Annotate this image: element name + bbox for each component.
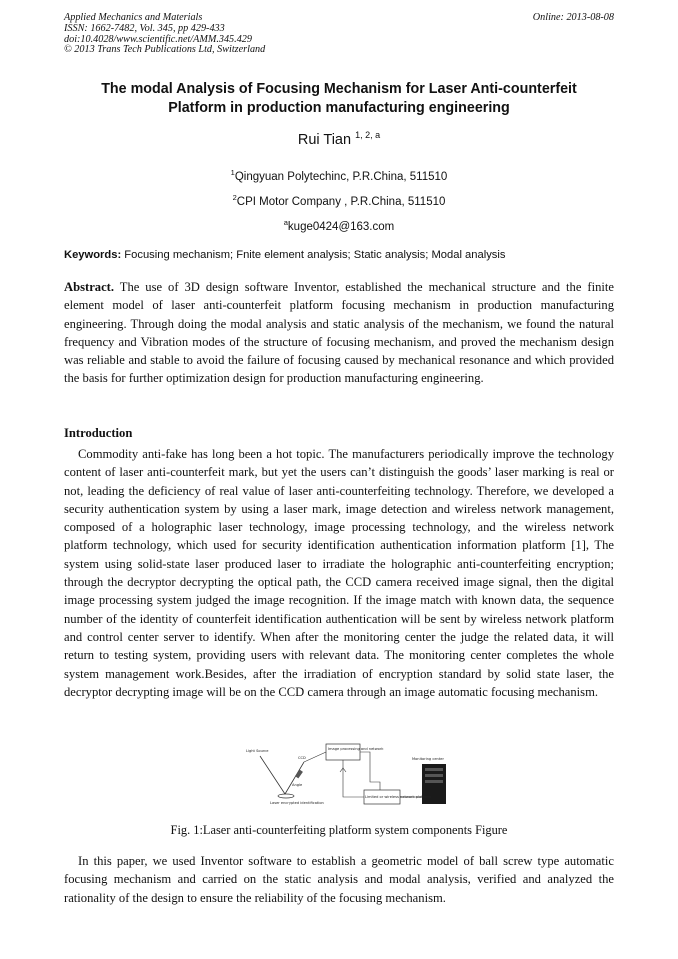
doi-line[interactable]: doi:10.4028/www.scientific.net/AMM.345.429	[64, 33, 252, 45]
author-name: Rui Tian	[297, 131, 356, 148]
reflected-beam-line	[285, 762, 304, 794]
title-line-2: Platform in production manufacturing engineering	[168, 100, 510, 116]
antenna-to-wireless-line	[343, 772, 364, 797]
introduction-paragraph-2	[64, 852, 614, 907]
ccd-lens-icon	[295, 770, 303, 779]
journal-header	[64, 13, 265, 56]
label-ccd: CCD	[298, 756, 306, 760]
affiliation-mark: 1	[230, 168, 235, 177]
email-link[interactable]: kuge0424@163.com	[287, 220, 395, 233]
server-slot	[425, 780, 443, 783]
abstract	[64, 278, 614, 388]
affiliation-text: CPI Motor Company , P.R.China, 511510	[236, 195, 446, 208]
title-line-1: The modal Analysis of Focusing Mechanism for Laser Anti-counterfeit	[101, 81, 577, 97]
label-laser-identification: Laser encrypted identification	[270, 801, 324, 805]
affiliation-mark: a	[283, 218, 288, 227]
author-affil-marks: 1, 2, a	[355, 130, 381, 140]
server-slot	[425, 768, 443, 771]
paragraph-text: Commodity anti-fake has long been a hot topic. The manufacturers periodically improve the technology content of laser anti-counterfeit mark, but yet the users can’t distinguish the goods’ laser marking is real or not, leading the deficiency of real value of laser anti-counterfeiting technology. Therefore, we developed a security authentication system by using a laser mark, image detection and wireless network management, composed of a holographic laser technology, image processing technology, and the wireless network platform technology, which used for security identification authentication information platform [1], The system using solid-state laser produced laser to irradiate the holographic anti-counterfeiting encryption; through the decryptor decrypting the optical path, the CCD camera received image signal, then the digital image processing system judged the image recognition. If the image match with known data, the sequence number of the identity of counterfeit identification authentication will be sent by wireless network platform and control center server to identify. When after the monitoring center the judge the related data, it will return to testing system, providing users with relevant data. The monitoring center completes the whole system management work.Besides, after the irradiation of encryption standard by solid state laser, the decryptor decrypting image will be on the CCD camera through an image automatic focusing mechanism.	[64, 447, 614, 699]
system-diagram-figure	[240, 742, 450, 814]
affiliation-2	[64, 193, 614, 208]
label-monitoring-center: Monitoring center	[412, 757, 444, 761]
figure-caption: Fig. 1:Laser anti-counterfeiting platform system components Figure	[170, 823, 508, 837]
processing-to-wireless-line	[360, 752, 380, 790]
copyright-line: © 2013 Trans Tech Publications Ltd, Switzerland	[64, 44, 266, 56]
paper-title	[64, 80, 614, 118]
abstract-text: The use of 3D design software Inventor, established the mechanical structure and the finite element model of laser anti-counterfeit platform focusing mechanism in production manufacturing engineering. Through doing the modal analysis and static analysis of the mechanism, we found the natural frequency and Vibration modes of the structure of focusing mechanism, and proved the mechanism design was reliable and stable to avoid the failure of focusing caused by mechanical resonance and which provided the basis for further optimization design for production manufacturing engineering.	[64, 280, 614, 386]
keywords	[64, 249, 624, 261]
section-heading-introduction: Introduction	[64, 426, 133, 440]
abstract-label: Abstract.	[64, 280, 115, 294]
keywords-text: Focusing mechanism; Fnite element analysis; Static analysis; Modal analysis	[121, 249, 506, 261]
ccd-to-processing-line	[304, 752, 326, 762]
affiliation-1	[64, 168, 614, 183]
author-line	[64, 130, 614, 148]
affiliation-text: Qingyuan Polytechinc, P.R.China, 511510	[234, 170, 448, 183]
keywords-label: Keywords:	[64, 249, 122, 261]
paragraph-text: In this paper, we used Inventor software to establish a geometric model of ball screw type automatic focusing mechanism and carried on the static analysis and modal analysis, verified and analyzed the rationality of the design to ensure the reliability of the focusing mechanism.	[64, 854, 614, 905]
online-date: Online: 2013-08-08	[532, 12, 614, 23]
affiliation-mark: 2	[232, 193, 237, 202]
label-wireless-network: Limited or wireless network platform	[365, 795, 432, 799]
light-beam-line	[260, 756, 285, 794]
label-angle: Angle	[292, 783, 303, 787]
introduction-paragraph-1	[64, 445, 614, 701]
label-image-processing: Image processing and network	[328, 747, 384, 751]
label-light-source: Light Source	[246, 749, 269, 753]
server-slot	[425, 774, 443, 777]
journal-name: Applied Mechanics and Materials	[64, 12, 203, 23]
laser-mark-ellipse	[278, 794, 294, 798]
affiliation-email	[64, 218, 614, 233]
issn-line: ISSN: 1662-7482, Vol. 345, pp 429-433	[64, 22, 225, 34]
